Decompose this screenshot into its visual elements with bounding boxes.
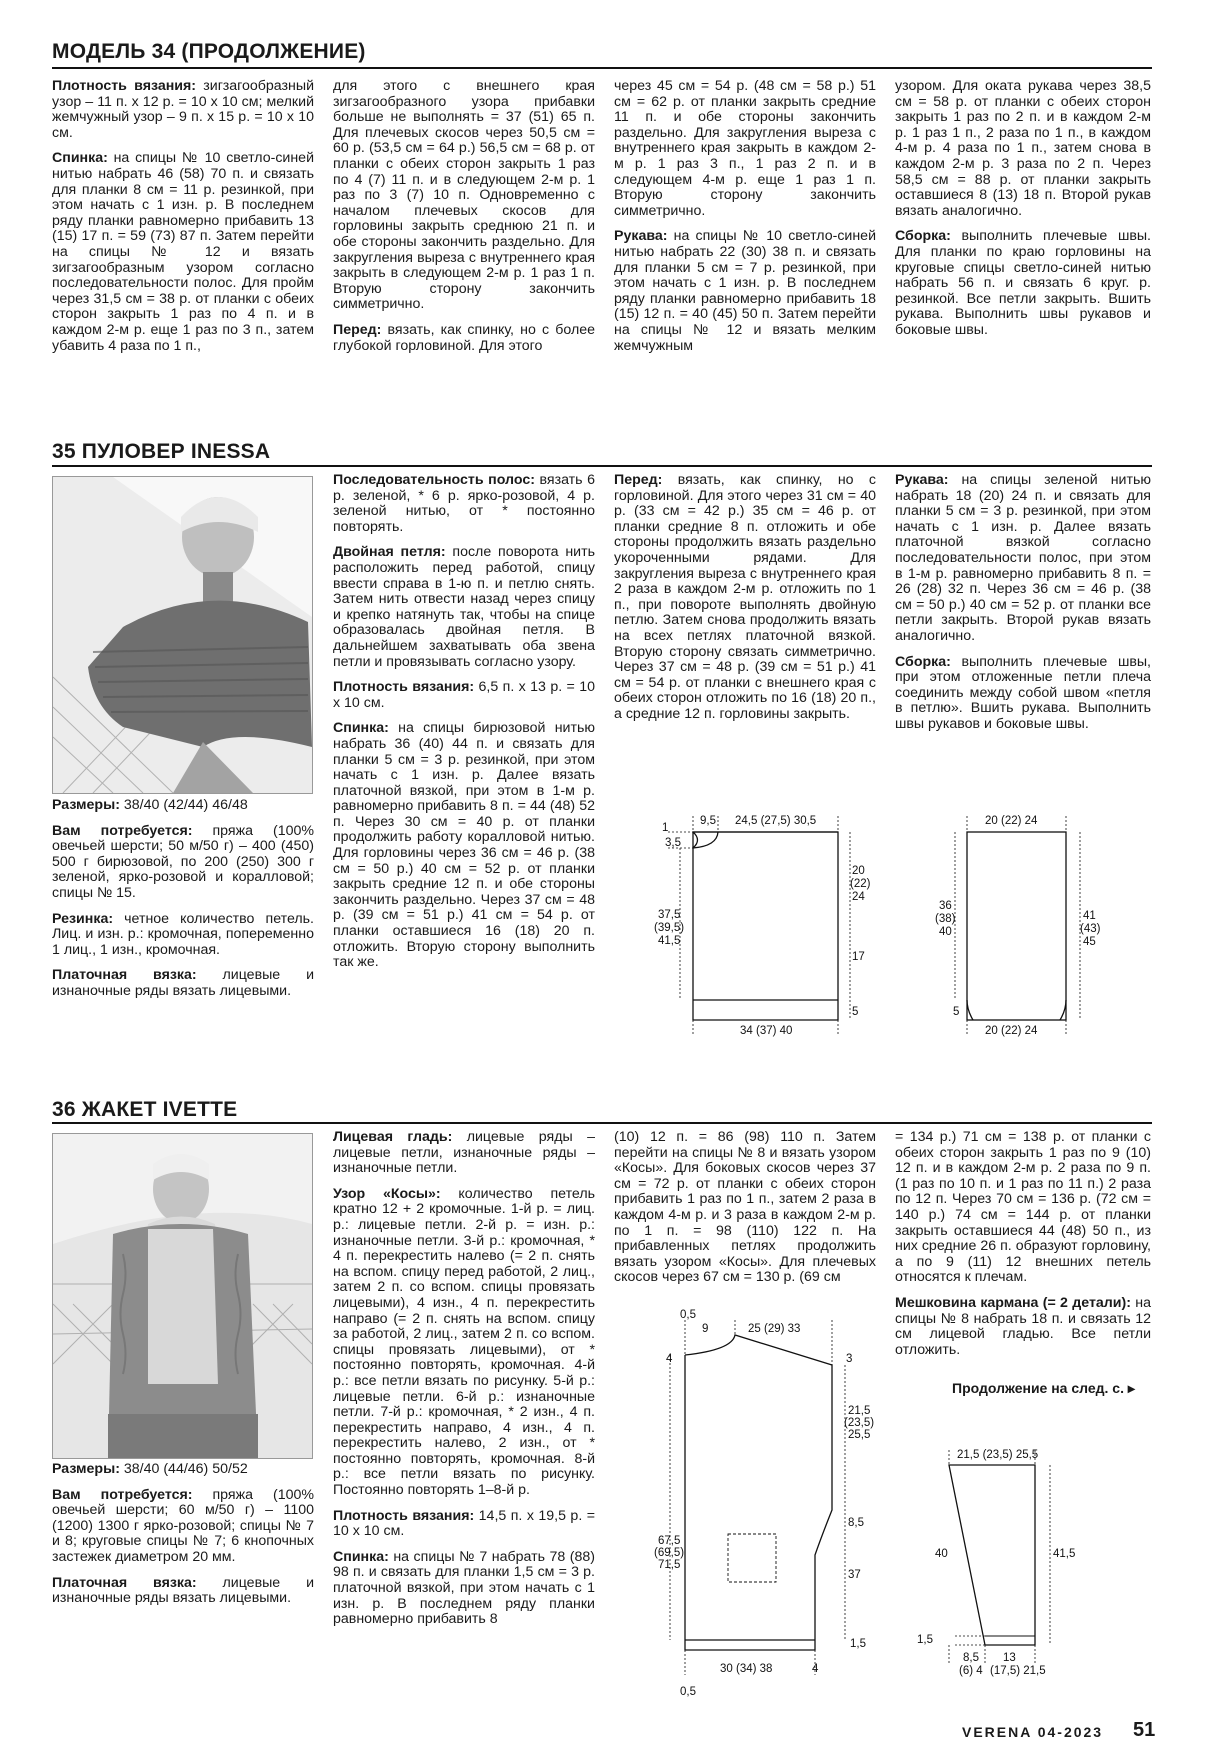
dim-38: (38) [935, 913, 956, 925]
paragraph-text: на спицы № 10 светло-синей нитью набрать 46 (58) 70 п. и связать для планки 8 см = 11 р. резинкой, при этом начать с 1 изн. р. В последнем ряду планки равномерно прибавить 13 (15) 17 п. = 59 (73) 87 п. Затем перейти на спицы № 12 и вязать зигзагообразным узором согласно последовательности полос. Для пройм через 31,5 см = 38 р. от планки с обеих сторон закрыть 1 раз по 4 п. и в каждом 2-м р. еще 1 раз по 3 п., затем убавить 4 раза по 1 п., [52, 150, 314, 354]
paragraph-text: количество петель кратно 12 + 2 кромочные. 1-й р. = лиц. р.: лицевые петли. 2-й р. = изн. р.: изнаночные петли. 3-й р.: кромочная, * 4 п. перекрестить налево (= 2 п. снять на вспом. спицу перед работой, 2 лиц., затем 2 п. со вспом. спицы провязать лицевыми), 4 изн., 4 п. перекрестить направо (= 2 п. снять на вспом. спицу за работой, 2 лиц., затем 2 п. со вспом. спицы провязать лицевыми), от * постоянно повторять, кромочная. 4-й р.: все петли вязать по рисунку. 5-й р.: лицевые петли. 6-й р.: изнаночные петли. 7-й р.: кромочная, * 2 изн., 4 п. перекрестить направо, 4 изн., 4 п. перекрестить налево, 2 изн., от * постоянно повторять, кромочная. 8-й р.: все петли вязать по рисунку. Постоянно повторять 1–8-й р. [333, 1185, 595, 1499]
dim-5: 5 [852, 1006, 859, 1018]
paragraph-label: Узор «Косы»: [333, 1185, 441, 1202]
section-35-title: 35 ПУЛОВЕР INESSA [52, 440, 271, 463]
dim-41-5: 41,5 [1053, 1548, 1076, 1560]
paragraph [52, 1576, 314, 1607]
pocket-outline [728, 1534, 776, 1582]
dim-3-5: 3,5 [665, 837, 681, 849]
paragraph-label: Лицевая гладь: [333, 1129, 453, 1145]
paragraph-text: 38/40 (44/46) 50/52 [119, 1461, 248, 1477]
dim-25-5: 25,5 [848, 1429, 871, 1441]
paragraph-label: Рукава: [614, 228, 668, 245]
section-34-column-4 [895, 79, 1151, 349]
dim-4-bottom: 4 [812, 1663, 819, 1675]
dim-71-5: 71,5 [658, 1559, 681, 1571]
paragraph-text: четное количество петель. Лиц. и изн. р.: кромочная, попеременно 1 лиц., 1 изн., кромочная. [52, 910, 314, 958]
paragraph [52, 968, 314, 999]
page-number: 51 [1133, 1719, 1156, 1741]
paragraph-text: узором. Для оката рукава через 38,5 см = 58 р. от планки с обеих сторон закрыть 1 раз по 2 п. и в каждом 2-м р. 1 раз 1 п., 2 раза по 1 п., в каждом 4-м р. 4 раза по 1 п., затем снова в каждом 2-м р. 3 раза по 2 п. Через 58,5 см = 88 р. от планки закрыть оставшиеся 8 (13) 18 п. Второй рукав вязать аналогично. [895, 78, 1151, 219]
dim-0-5-top: 0,5 [680, 1309, 696, 1321]
paragraph-text: = 134 р.) 71 см = 138 р. от планки с обеих сторон закрыть 1 раз по 9 (10) 12 п. и в каждом 2-м р. 2 раза по 9 п. (1 раз по 10 п. и 1 раз по 11 п.) 2 раза по 12 п. Через 70 см = 136 р. (72 см = 140 р.) 74 см = 144 р. от планки закрыть оставшиеся 44 (48) 50 п., из них средние 26 п. образуют горловину, а по 9 (11) 12 внешних петель относятся к плечам. [895, 1129, 1151, 1286]
paragraph-text: зигзагообразный узор – 11 п. x 12 р. = 10 x 10 см; мелкий жемчужный узор – 9 п. x 15 р. = 10 x 10 см. [52, 78, 314, 141]
paragraph-label: Плотность вязания: [52, 78, 197, 94]
dim-1-5: 1,5 [850, 1638, 866, 1650]
paragraph [333, 323, 595, 354]
dim-67-5: 67,5 [658, 1535, 681, 1547]
paragraph-label: Резинка: [52, 910, 114, 927]
dim-9-5: 9,5 [700, 815, 716, 827]
continued-note: Продолжение на след. с. ▸ [952, 1380, 1135, 1396]
paragraph-label: Спинка: [52, 150, 108, 167]
paragraph-label: Плотность вязания: [333, 679, 475, 696]
paragraph-text: пряжа (100% овечьей шерсти; 50 м/50 г) – 400 (450) 500 г бирюзовой, по 200 (250) 300 г зеленой, ярко-розовой и коралловой; спицы № 15. [52, 822, 314, 901]
dim-23-5: (23,5) [844, 1417, 875, 1429]
paragraph-text: вязать, как спинку, но с горловиной. Для этого через 31 см = 40 р. (33 см = 42 р.) 35 см = 46 р. от планки средние 8 п. отложить и обе стороны продолжить вязать раздельно укороченными рядами. Для закругления выреза с внутреннего края 2 раза в каждом 2-м р. отложить по 1 п., при повороте выполнять двойную петлю. Затем снова продолжить вязать на всех петлях платочной вязкой. Вторую сторону связать симметрично. Через 37 см = 48 р. (39 см = 51 р.) 41 см = 54 р. от планки с внешнего края с обеих сторон отложить по 16 (18) 20 п., а средние 12 п. горловины закрыть. [614, 472, 876, 722]
jacket-sleeve-schematic [915, 1440, 1115, 1695]
paragraph [333, 79, 595, 313]
paragraph-text: на спицы № 8 набрать 18 п. и связать 12 см лицевой гладью. Все петли отложить. [895, 1294, 1151, 1358]
dim-1: 1 [662, 822, 669, 834]
paragraph-text: выполнить плечевые швы, при этом отложенные петли плеча соединить между собой швом «петля в петлю». Вшить рукава. Выполнить швы рукавов и боковые швы. [895, 653, 1151, 732]
dim-8-5: 8,5 [848, 1517, 864, 1529]
paragraph [333, 545, 595, 670]
dim-39-5: (39,5) [654, 922, 685, 934]
paragraph [614, 473, 876, 723]
dim-3: 3 [846, 1353, 853, 1365]
dim-4-left: 4 [666, 1353, 673, 1365]
paragraph-text: на спицы бирюзовой нитью набрать 36 (40) 44 п. и связать для планки 5 см = 3 р. резинкой, при этом начать с 1 изн. р. Далее вязать платочной вязкой, при этом в 1-м р. равномерно прибавить 8 п. = 44 (48) 52 п. Через 30 см = 40 р. от планки продолжить работу коралловой нитью. Для горловины через 36 см = 46 р. (38 см = 50 р.) 40 см = 52 р. от планки закрыть средние 12 п. и обе стороны закончить раздельно. Через 37 см = 48 р. (39 см = 51 р.) 41 см = 54 р. от планки оставшиеся 16 (18) 20 п. отложить. Вторую сторону выполнить так же. [333, 720, 595, 971]
section-36-column-4 [895, 1130, 1151, 1368]
paragraph [895, 1130, 1151, 1286]
paragraph [333, 680, 595, 711]
dim-6-4: (6) 4 [959, 1665, 983, 1677]
section-34-column-3 [614, 79, 876, 364]
section-35-column-3 [614, 473, 876, 733]
paragraph [52, 1462, 314, 1478]
dim-40: 40 [935, 1548, 948, 1560]
dim-41: 41 [1083, 910, 1096, 922]
dim-43: (43) [1080, 923, 1101, 935]
paragraph [614, 1130, 876, 1286]
dim-shoulder-width: 24,5 (27,5) 30,5 [735, 815, 817, 827]
sleeve-top-width: 20 (22) 24 [985, 815, 1038, 827]
section-35-column-4 [895, 473, 1151, 743]
paragraph-text: на спицы № 7 набрать 78 (88) 98 п. и связать для планки 1,5 см = 3 р. платочной вязкой, при этом начать с 1 изн. р. В последнем ряду планки равномерно прибавить 8 [333, 1548, 595, 1628]
paragraph [52, 912, 314, 959]
paragraph-text: на спицы № 10 светло-синей нитью набрать 22 (30) 38 п. и связать для планки 5 см = 7 р. резинкой, при этом начать с 1 изн. р. В последнем ряду планки равномерно прибавить 18 (15) 12 п. = 40 (45) 50 п. Затем перейти на спицы № 12 и вязать мелким жемчужным [614, 228, 876, 354]
section-36-column-2 [333, 1130, 595, 1638]
section-35-rule [52, 465, 1152, 467]
paragraph-text: лицевые и изнаночные ряды вязать лицевыми. [52, 967, 315, 999]
paragraph-label: Вам потребуется: [52, 822, 193, 839]
pullover-photo [52, 476, 313, 794]
section-34-column-1 [52, 79, 314, 364]
paragraph-label: Спинка: [333, 1548, 389, 1565]
dim-41-5: 41,5 [658, 935, 681, 947]
section-34-title: МОДЕЛЬ 34 (ПРОДОЛЖЕНИЕ) [52, 40, 366, 63]
paragraph-label: Рукава: [895, 472, 949, 488]
paragraph-label: Перед: [333, 321, 382, 338]
paragraph [895, 1296, 1151, 1358]
dim-36: 36 [939, 900, 952, 912]
paragraph-label: Последовательность полос: [333, 472, 535, 488]
paragraph-label: Размеры: [52, 797, 120, 813]
jacket-front-schematic [654, 1309, 890, 1700]
paragraph [895, 473, 1151, 645]
dim-37: 37 [848, 1569, 861, 1581]
paragraph-text: выполнить плечевые швы. Для планки по краю горловины на круговые спицы светло-синей нитью набрать 56 п. и связать 6 круг. р. резинкой. Все петли закрыть. Вшить рукава. Выполнить швы рукавов и боковые швы. [895, 228, 1151, 338]
paragraph [895, 655, 1151, 733]
paragraph-text: лицевые и изнаночные ряды вязать лицевыми. [52, 1574, 315, 1607]
section-36-title: 36 ЖАКЕТ IVETTE [52, 1098, 238, 1121]
dim-69-5: (69,5) [654, 1547, 685, 1559]
paragraph-label: Спинка: [333, 720, 389, 737]
paragraph-text: после поворота нить расположить перед работой, спицу ввести справа в 1-ю п. и петлю снять. Затем нить отвести назад через спицу и крепко натянуть так, чтобы на спице образовалась двойная петля. В дальнейшем захватывать оба звена петли и провязывать согласно узору. [333, 544, 595, 670]
sleeve-bottom-width: 20 (22) 24 [985, 1025, 1038, 1037]
section-34-column-2 [333, 79, 595, 364]
paragraph [333, 1550, 595, 1628]
paragraph [333, 1187, 595, 1499]
pullover-photo-illustration [53, 477, 312, 793]
dim-17: 17 [852, 951, 865, 963]
paragraph-text: лицевые ряды – лицевые петли, изнаночные ряды – изнаночные петли. [333, 1129, 595, 1177]
dim-0-5-bottom: 0,5 [680, 1686, 696, 1698]
paragraph-label: Сборка: [895, 228, 951, 245]
section-34-rule [52, 67, 1152, 69]
paragraph-label: Мешковина кармана (= 2 детали): [895, 1294, 1131, 1311]
paragraph [52, 824, 314, 902]
dim-45: 45 [1083, 936, 1096, 948]
dim-cuff-5: 5 [953, 1006, 960, 1018]
dim-1-5: 1,5 [917, 1634, 933, 1646]
paragraph [333, 1130, 595, 1177]
body-outline [693, 832, 838, 1020]
paragraph-label: Сборка: [895, 653, 951, 670]
dim-body-width: 34 (37) 40 [740, 1025, 793, 1037]
section-35-column-2 [333, 473, 595, 981]
dim-shoulder: 25 (29) 33 [748, 1323, 801, 1335]
paragraph-text: 38/40 (42/44) 46/48 [119, 797, 248, 813]
jacket-photo-illustration [53, 1134, 312, 1458]
paragraph-text: вязать, как спинку, но с более глубокой горловиной. Для этого [333, 321, 595, 354]
dim-13: 13 [1003, 1652, 1016, 1664]
paragraph-label: Платочная вязка: [52, 967, 197, 984]
section-36-rule [52, 1122, 1152, 1124]
jacket-photo [52, 1133, 313, 1459]
paragraph [52, 151, 314, 354]
paragraph [895, 79, 1151, 219]
paragraph-label: Платочная вязка: [52, 1574, 197, 1591]
paragraph-text: для этого с внешнего края зигзагообразного узора прибавки больше не выполнять = 37 (51) 65 п. Для плечевых скосов через 50,5 см = 60 р. (53,5 см = 64 р.) 56,5 см = 68 р. от планки с обеих сторон закрыть 1 раз по 4 (7) 11 п. и в следующем 2-м р. 1 раз по 3 (7) 10 п. Одновременно с началом плечевых скосов для горловины закрыть среднюю 21 п. и обе стороны закончить раздельно. Для закругления выреза с внутреннего края закрыть в следующем 2-м р. 1 раз 1 п. Вторую сторону закончить симметрично. [333, 78, 595, 313]
dim-37-5: 37,5 [658, 909, 681, 921]
paragraph [52, 798, 314, 814]
paragraph-text: пряжа (100% овечьей шерсти; 60 м/50 г) – 1100 (1200) 1300 г ярко-розовой; спицы № 7 и 8; круговые спицы № 7; 6 кнопочных застежек диаметром 20 мм. [52, 1486, 314, 1565]
paragraph-text: (10) 12 п. = 86 (98) 110 п. Затем перейти на спицы № 8 и вязать узором «Косы». Для боковых скосов через 37 см = 72 р. от планки с обеих сторон прибавить 1 раз по 1 п., затем 2 раза в каждом 4-м р. и 3 раза в каждом 2-м р. по 1 п. = 98 (110) 122 п. На прибавленных петлях продолжить вязать узором «Косы». Для плечевых скосов через 67 см = 130 р. (69 см [614, 1129, 876, 1286]
section-36-column-1 [52, 1462, 314, 1617]
paragraph [333, 721, 595, 971]
paragraph-label: Вам потребуется: [52, 1486, 193, 1503]
paragraph [52, 79, 314, 141]
pullover-body-schematic [654, 810, 880, 1040]
section-35-column-1 [52, 798, 314, 1010]
paragraph-text: вязать 6 р. зеленой, * 6 р. ярко-розовой, 4 р. зеленой нитью, от * постоянно повторять. [333, 472, 595, 535]
paragraph [52, 1488, 314, 1566]
section-36-column-3 [614, 1130, 876, 1296]
dim-21-5: 21,5 [848, 1405, 871, 1417]
dim-22: (22) [850, 878, 871, 890]
dim-40: 40 [939, 926, 952, 938]
paragraph-text: 6,5 п. x 13 р. = 10 x 10 см. [333, 679, 595, 711]
paragraph-text: 14,5 п. x 19,5 р. = 10 x 10 см. [333, 1507, 595, 1540]
paragraph [333, 1509, 595, 1540]
dim-8-5: 8,5 [963, 1652, 979, 1664]
paragraph [333, 473, 595, 535]
paragraph-label: Размеры: [52, 1461, 120, 1477]
paragraph-text: на спицы зеленой нитью набрать 18 (20) 24 п. и связать для планки 5 см = 3 р. резинкой, при этом начать с 1 изн. р. Далее вязать платочной вязкой согласно последовательности полос, при этом в 1-м р. равномерно прибавить 8 п. = 26 (28) 32 п. Через 36 см = 46 р. (38 см = 50 р.) 40 см = 52 р. от планки все петли закрыть. Второй рукав вязать аналогично. [895, 472, 1151, 644]
dim-front-width: 30 (34) 38 [720, 1663, 773, 1675]
magazine-brand: VERENA 04-2023 [962, 1724, 1104, 1740]
dim-17-5-21-5: (17,5) 21,5 [990, 1665, 1046, 1677]
paragraph-label: Перед: [614, 472, 663, 488]
paragraph [614, 229, 876, 354]
paragraph-label: Плотность вязания: [333, 1507, 475, 1524]
paragraph [614, 79, 876, 219]
dim-9: 9 [702, 1323, 709, 1335]
sleeve-top-width: 21,5 (23,5) 25,5 [957, 1449, 1039, 1461]
paragraph [895, 229, 1151, 338]
paragraph-text: через 45 см = 54 р. (48 см = 58 р.) 51 см = 62 р. от планки закрыть средние 11 п. и обе стороны закончить раздельно. Для закругления выреза с внутреннего края закрыть в каждом 2-м р. 1 раз 3 п., 1 раз 2 п. и в следующем 4-м р. еще 1 раз 1 п. Вторую сторону закончить симметрично. [614, 78, 876, 219]
dim-20: 20 [852, 865, 865, 877]
paragraph-label: Двойная петля: [333, 544, 446, 561]
pullover-sleeve-schematic [925, 810, 1105, 1040]
dim-24: 24 [852, 891, 865, 903]
